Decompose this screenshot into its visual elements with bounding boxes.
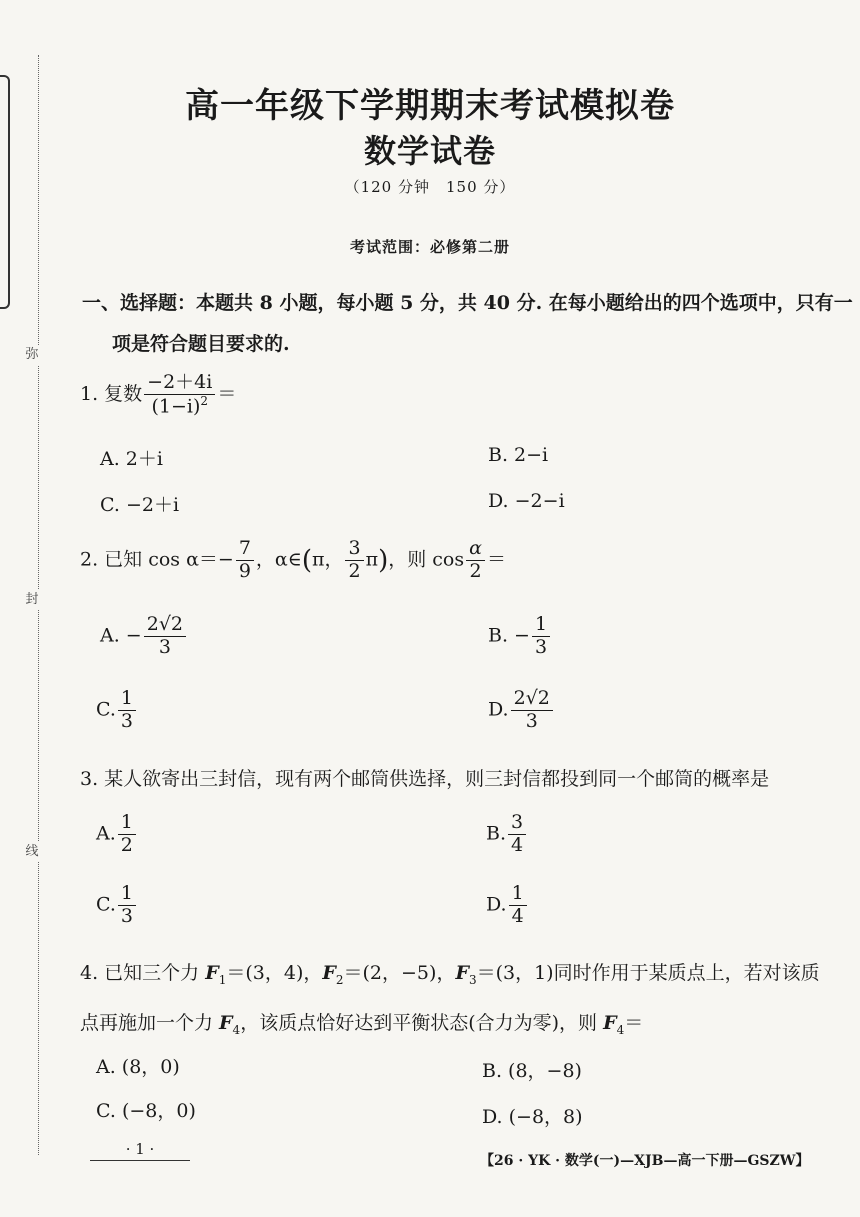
q4-option-b: B. (8，−8) bbox=[482, 1060, 582, 1082]
q4-line2b: ，该质点恰好达到平衡状态(合力为零)，则 bbox=[240, 1012, 604, 1034]
q3-d-label: D. bbox=[486, 893, 507, 916]
q4-vector-f4-answer: F bbox=[603, 1012, 617, 1034]
q3-c-label: C. bbox=[96, 893, 116, 916]
q2-f2-num: 3 bbox=[345, 538, 363, 561]
q2-f3-den: 2 bbox=[469, 559, 482, 582]
q2-d-num: 2√2 bbox=[511, 688, 553, 711]
exam-subtitle: 数学试卷 bbox=[363, 132, 496, 170]
q3-b-den: 4 bbox=[511, 833, 524, 856]
q3-b-num: 3 bbox=[508, 812, 526, 835]
q2-c-num: 1 bbox=[118, 688, 136, 711]
q4-value2: ＝(2，−5)， bbox=[343, 962, 456, 984]
q2-rparen: ) bbox=[378, 545, 389, 576]
q4-option-a: A. (8，0) bbox=[96, 1056, 180, 1078]
q4-vector-f3: F bbox=[455, 962, 469, 984]
q2-fraction-range bbox=[345, 538, 363, 583]
q1-suffix: ＝ bbox=[217, 383, 237, 405]
question-2-stem bbox=[80, 538, 506, 583]
page-number: · 1 · bbox=[90, 1140, 190, 1161]
q2-fraction-cos bbox=[236, 538, 254, 583]
q4-line2c: ＝ bbox=[624, 1012, 644, 1034]
q2-c-fraction bbox=[118, 688, 136, 733]
q3-b-label: B. bbox=[486, 822, 507, 845]
q2-d-label: D. bbox=[488, 698, 509, 721]
q2-option-a bbox=[100, 614, 188, 659]
paper-code: 【26 · YK · 数学(一)—XJB—高一下册—GSZW】 bbox=[480, 1153, 810, 1169]
q3-a-num: 1 bbox=[118, 812, 136, 835]
q2-a-label: A. − bbox=[100, 624, 142, 647]
exam-title: 高一年级下学期期末考试模拟卷 bbox=[185, 86, 675, 126]
q1-option-b: B. 2−i bbox=[488, 444, 549, 466]
q2-d-fraction bbox=[511, 688, 553, 733]
section-1-instructions-line1: 一、选择题：本题共 8 小题，每小题 5 分，共 40 分. 在每小题给出的四个选项中，只有一 bbox=[82, 292, 853, 314]
q2-a-fraction bbox=[144, 614, 186, 659]
q3-a-fraction bbox=[118, 812, 136, 857]
q1-denominator-exponent: 2 bbox=[200, 393, 209, 408]
q2-f1-num: 7 bbox=[236, 538, 254, 561]
q3-d-fraction bbox=[509, 883, 527, 928]
q4-sub4-answer: 4 bbox=[616, 1022, 625, 1037]
q4-sub1: 1 bbox=[218, 972, 227, 987]
q2-f3-num: α bbox=[466, 538, 485, 561]
q4-sub4: 4 bbox=[232, 1022, 241, 1037]
q1-fraction bbox=[144, 372, 215, 418]
binding-mark-xian: 线 bbox=[22, 842, 42, 862]
q2-prefix: 2. 已知 cos α＝− bbox=[80, 548, 234, 571]
q2-b-fraction bbox=[532, 614, 550, 659]
q1-denominator: (1−i) bbox=[151, 395, 201, 418]
q2-mid2: ，则 cos bbox=[388, 548, 465, 571]
q3-d-den: 4 bbox=[511, 904, 524, 927]
q4-line2a: 点再施加一个力 bbox=[80, 1012, 220, 1034]
q4-option-c: C. (−8，0) bbox=[96, 1100, 196, 1122]
q2-c-den: 3 bbox=[120, 709, 133, 732]
q2-b-den: 3 bbox=[534, 635, 548, 658]
q3-c-num: 1 bbox=[118, 883, 136, 906]
q3-option-a bbox=[96, 812, 138, 857]
q3-option-b bbox=[486, 812, 528, 857]
q3-d-num: 1 bbox=[509, 883, 527, 906]
exam-duration: （120 分钟 150 分） bbox=[344, 178, 516, 196]
q1-option-a: A. 2＋i bbox=[100, 448, 163, 470]
question-1-stem bbox=[80, 372, 236, 418]
question-4-stem-line2 bbox=[80, 1008, 643, 1037]
q3-c-den: 3 bbox=[120, 904, 133, 927]
q4-sub3: 3 bbox=[468, 972, 477, 987]
q2-pi: π， bbox=[311, 548, 344, 571]
q2-fraction-half-angle bbox=[466, 538, 485, 583]
q4-value3: ＝(3，1)同时作用于某质点上，若对该质 bbox=[476, 962, 820, 984]
q3-b-fraction bbox=[508, 812, 526, 857]
q2-option-b bbox=[488, 614, 552, 659]
binding-mark-feng: 封 bbox=[22, 590, 42, 610]
q2-a-den: 3 bbox=[158, 635, 171, 658]
q3-c-fraction bbox=[118, 883, 136, 928]
q3-a-den: 2 bbox=[120, 833, 133, 856]
exam-scope: 考试范围：必修第二册 bbox=[349, 238, 510, 256]
q4-vector-f2: F bbox=[322, 962, 336, 984]
q2-f2-den: 2 bbox=[348, 559, 361, 582]
question-3-stem: 3. 某人欲寄出三封信，现有两个邮筒供选择，则三封信都投到同一个邮筒的概率是 bbox=[80, 768, 770, 790]
q2-lparen: ( bbox=[301, 545, 312, 576]
q2-b-num: 1 bbox=[532, 614, 550, 637]
q1-numerator: −2＋4i bbox=[144, 372, 215, 395]
q4-option-d: D. (−8，8) bbox=[482, 1106, 583, 1128]
q1-option-d: D. −2−i bbox=[488, 490, 565, 512]
q1-prefix: 1. 复数 bbox=[80, 383, 143, 405]
q2-suffix: ＝ bbox=[486, 548, 506, 571]
q2-b-label: B. − bbox=[488, 624, 530, 647]
q4-value1: ＝(3，4)， bbox=[226, 962, 323, 984]
q2-d-den: 3 bbox=[525, 709, 538, 732]
q2-mid1: ，α∈ bbox=[255, 548, 302, 571]
q4-intro: 4. 已知三个力 bbox=[80, 962, 206, 984]
q2-f1-den: 9 bbox=[238, 559, 251, 582]
q2-option-c bbox=[96, 688, 138, 733]
q2-option-d bbox=[488, 688, 555, 733]
q1-option-c: C. −2＋i bbox=[100, 494, 180, 516]
q4-vector-f4: F bbox=[219, 1012, 233, 1034]
q3-option-d bbox=[486, 883, 529, 928]
binding-mark-mi: 弥 bbox=[22, 345, 42, 365]
q2-pi2: π bbox=[365, 548, 379, 571]
q3-a-label: A. bbox=[96, 822, 116, 845]
q2-c-label: C. bbox=[96, 698, 116, 721]
q4-sub2: 2 bbox=[335, 972, 344, 987]
q4-vector-f1: F bbox=[205, 962, 219, 984]
section-1-instructions-line2: 项是符合题目要求的. bbox=[112, 333, 290, 355]
q3-option-c bbox=[96, 883, 138, 928]
question-4-stem-line1 bbox=[80, 958, 820, 987]
q2-a-num: 2√2 bbox=[144, 614, 186, 637]
